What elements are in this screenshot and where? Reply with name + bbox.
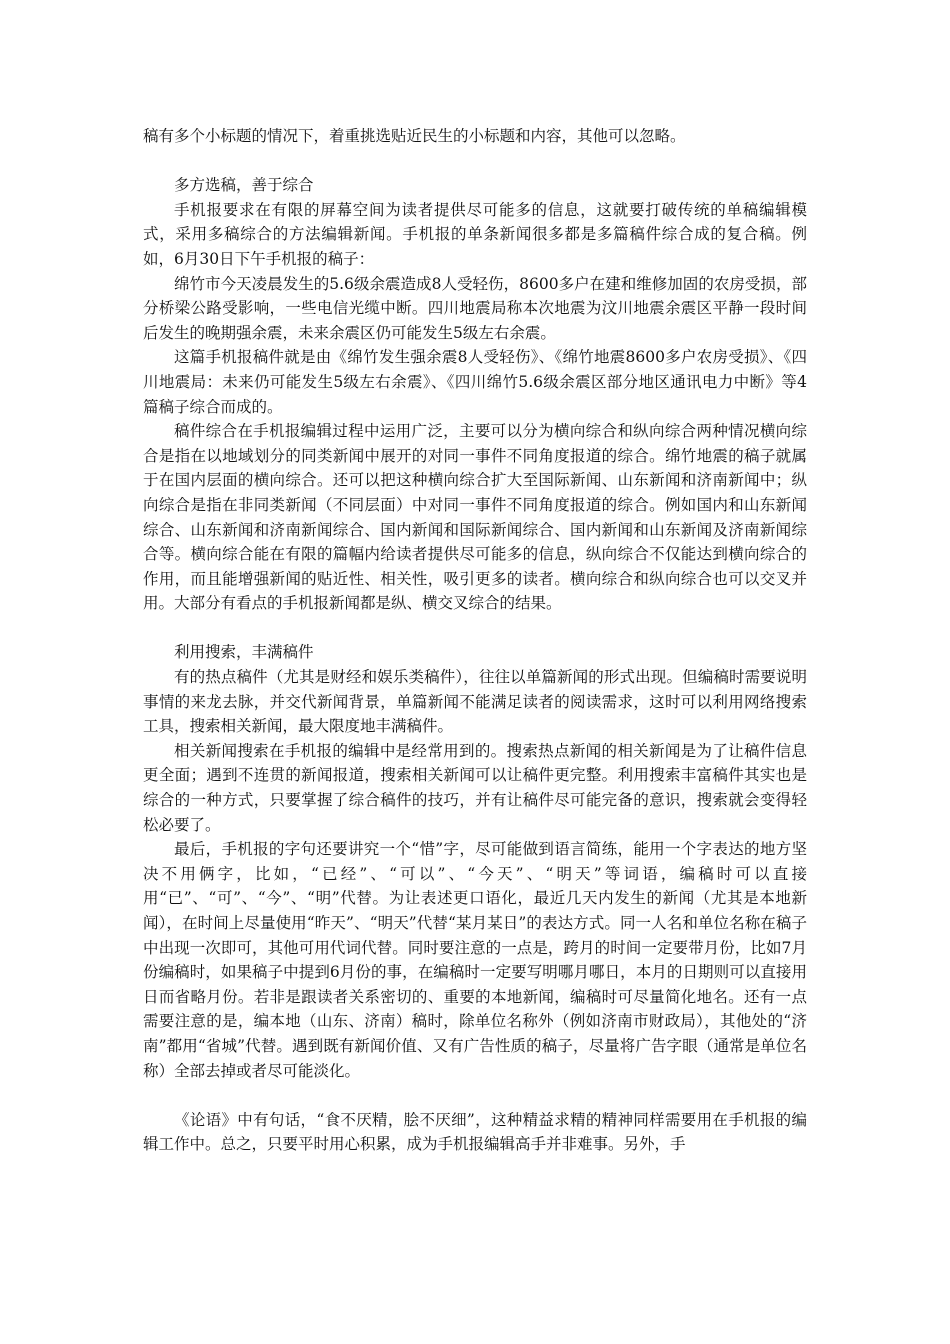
section-heading-multi-source: 多方选稿，善于综合: [174, 176, 314, 195]
paragraph-body: 相关新闻搜索在手机报的编辑中是经常用到的。搜索热点新闻的相关新闻是为了让稿件信息更全面；遇到不连贯的新闻报道，搜索相关新闻可以让稿件更完整。利用搜索丰富稿件其实也是综合的一种方式，只要掌握了综合稿件的技巧，并有让稿件尽可能完备的意识，搜索就会变得轻松必要了。: [143, 741, 807, 834]
spacer: [143, 1083, 807, 1108]
spacer: [143, 616, 807, 641]
paragraph-example-quote: 绵竹市今天凌晨发生的5.6级余震造成8人受轻伤，8600多户在建和维修加固的农房受损，部分桥梁公路受影响，一些电信光缆中断。四川地震局称本次地震为汶川地震余震区平静一段时间后发生的晚期强余震，未来余震区仍可能发生5级左右余震。: [143, 274, 807, 342]
paragraph-body: 有的热点稿件（尤其是财经和娱乐类稿件），往往以单篇新闻的形式出现。但编稿时需要说明事情的来龙去脉，并交代新闻背景，单篇新闻不能满足读者的阅读需求，这时可以利用网络搜索工具，搜索相关新闻，最大限度地丰满稿件。: [143, 668, 807, 736]
section-heading-search: 利用搜索，丰满稿件: [174, 643, 314, 662]
spacer: [143, 149, 807, 174]
paragraph-conclusion: 《论语》中有句话，“食不厌精，脍不厌细”，这种精益求精的精神同样需要用在手机报的编辑工作中。总之，只要平时用心积累，成为手机报编辑高手并非难事。另外，手: [143, 1110, 807, 1154]
paragraph-body: 稿件综合在手机报编辑过程中运用广泛，主要可以分为横向综合和纵向综合两种情况横向综合是指在以地域划分的同类新闻中展开的对同一事件不同角度报道的综合。绵竹地震的稿子就属于在国内层面的横向综合。还可以把这种横向综合扩大至国际新闻、山东新闻和济南新闻中；纵向综合是指在非同类新闻（不同层面）中对同一事件不同角度报道的综合。例如国内和山东新闻综合、山东新闻和济南新闻综合、国内新闻和国际新闻综合、国内新闻和山东新闻及济南新闻综合等。横向综合能在有限的篇幅内给读者提供尽可能多的信息，纵向综合不仅能达到横向综合的作用，而且能增强新闻的贴近性、相关性，吸引更多的读者。横向综合和纵向综合也可以交叉并用。大部分有看点的手机报新闻都是纵、横交叉综合的结果。: [143, 422, 807, 613]
paragraph-body: 这篇手机报稿件就是由《绵竹发生强余震8人受轻伤》、《绵竹地震8600多户农房受损》、《四川地震局：未来仍可能发生5级左右余震》、《四川绵竹5.6级余震区部分地区通讯电力中断》等4篇稿子综合而成的。: [143, 348, 807, 416]
paragraph-intro: 稿有多个小标题的情况下，着重挑选贴近民生的小标题和内容，其他可以忽略。: [143, 127, 686, 145]
paragraph-body: 手机报要求在有限的屏幕空间为读者提供尽可能多的信息，这就要打破传统的单稿编辑模式，采用多稿综合的方法编辑新闻。手机报的单条新闻很多都是多篇稿件综合成的复合稿。例如，6月30日下午手机报的稿子：: [143, 200, 807, 268]
paragraph-body: 最后，手机报的字句还要讲究一个“惜”字，尽可能做到语言简练，能用一个字表达的地方坚决不用俩字，比如，“已经”、“可以”、“今天”、“明天”等词语，编稿时可以直接用“已”、“可”、“今”、“明”代替。为让表述更口语化，最近几天内发生的新闻（尤其是本地新闻），在时间上尽量使用“昨天”、“明天”代替“某月某日”的表达方式。同一人名和单位名称在稿子中出现一次即可，其他可用代词代替。同时要注意的一点是，跨月的时间一定要带月份，比如7月份编稿时，如果稿子中提到6月份的事，在编稿时一定要写明哪月哪日，本月的日期则可以直接用日而省略月份。若非是跟读者关系密切的、重要的本地新闻，编稿时可尽量简化地名。还有一点需要注意的是，编本地（山东、济南）稿时，除单位名称外（例如济南市财政局），其他处的“济南”都用“省城”代替。遇到既有新闻价值、又有广告性质的稿子，尽量将广告字眼（通常是单位名称）全部去掉或者尽可能淡化。: [143, 840, 807, 1080]
document-page: [143, 124, 807, 1157]
